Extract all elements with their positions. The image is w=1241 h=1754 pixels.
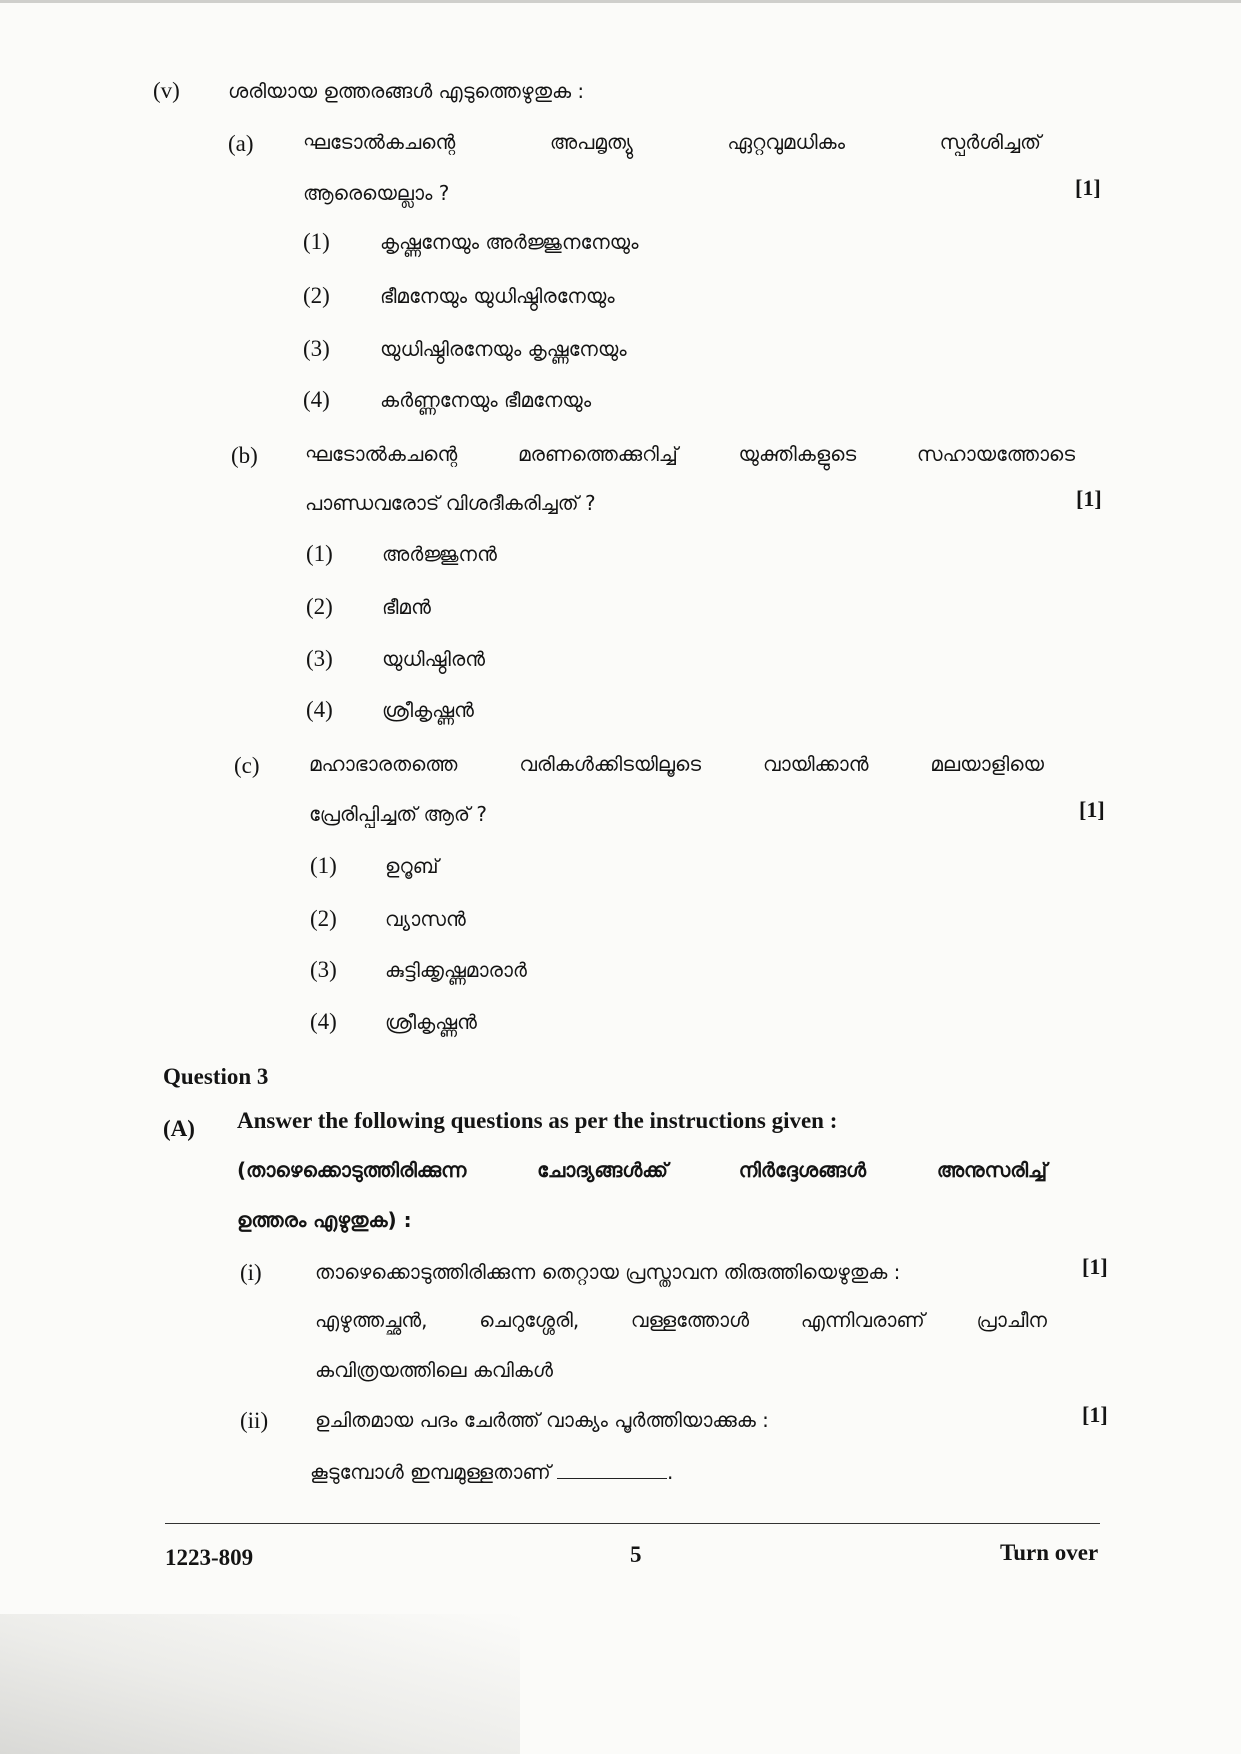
option-num: (3) [303,336,330,361]
word: അനുസരിച്ച് [936,1158,1047,1182]
option-num: (4) [306,697,333,722]
question-a-line2: ആരെയെല്ലാം ? [303,181,450,205]
option-num: (1) [303,229,330,254]
option-text: ഉറൂബ് [385,854,439,878]
item-ii-marks: [1] [1082,1402,1108,1427]
item-i-line3: കവിത്രയത്തിലെ കവികൾ [315,1358,553,1382]
question-b-label: (b) [231,443,258,468]
item-ii-prompt: ഉചിതമായ പദം ചേർത്ത് വാക്യം പൂർത്തിയാക്കുക : [315,1408,769,1432]
option-num: (2) [310,906,337,931]
item-i-marks: [1] [1082,1254,1108,1279]
word: സ്പർശിച്ചത് [939,130,1041,154]
option-text: ശ്രീകൃഷ്ണൻ [382,698,474,722]
question-b-line2: പാണ്ഡവരോട് വിശദീകരിച്ചത് ? [305,491,596,515]
word: മലയാളിയെ [930,752,1044,776]
option-text: ഭീമനേയും യുധിഷ്ഠിരനേയും [380,284,615,308]
option-num: (4) [303,387,330,412]
question-c-line1 [309,752,1044,776]
item-i-label: (i) [240,1260,262,1285]
section-v-label: (v) [153,78,180,103]
word: പ്രാചീന [976,1308,1047,1332]
turn-over-label: Turn over [1000,1540,1099,1565]
item-i-prompt: താഴെക്കൊടുത്തിരിക്കുന്ന തെറ്റായ പ്രസ്താവന തിരുത്തിയെഴുതുക : [315,1260,901,1284]
question-b-marks: [1] [1076,486,1102,511]
exam-code: 1223-809 [165,1545,254,1570]
word: മഹാഭാരതത്തെ [309,752,458,776]
word: (താഴെക്കൊടുത്തിരിക്കുന്ന [237,1158,467,1182]
option-text: ഭീമൻ [382,595,431,619]
word: ചോദ്യങ്ങൾക്ക് [537,1158,668,1182]
option-num: (4) [310,1009,337,1034]
word: വായിക്കാൻ [762,752,869,776]
word: ഏറ്റവുമധികം [727,130,845,154]
question-a-label: (a) [228,131,254,156]
answer-blank [557,1460,667,1479]
word: നിർദ്ദേശങ്ങൾ [738,1158,867,1182]
item-ii-line2 [310,1460,673,1484]
word: ഘടോൽകചന്റെ [303,130,456,154]
option-text: ശ്രീകൃഷ്ണൻ [385,1010,477,1034]
option-num: (1) [310,853,337,878]
option-num: (1) [306,541,333,566]
word: എന്നിവരാണ് [800,1308,925,1332]
part-a-instruction-ml-line1 [237,1158,1047,1182]
option-num: (3) [310,957,337,982]
option-num: (2) [306,594,333,619]
scan-edge-top [0,0,1241,3]
option-num: (3) [306,646,333,671]
option-text: കർണ്ണനേയും ഭീമനേയും [380,388,592,412]
word: ഘടോൽകചന്റെ [305,442,458,466]
word: അപമൃത്യു [549,130,633,154]
option-text: വ്യാസൻ [385,907,466,931]
option-text: കുട്ടിക്കൃഷ്ണമാരാർ [385,958,527,982]
scan-shadow [0,1614,520,1754]
word: മരണത്തെക്കുറിച്ച് [517,442,678,466]
sentence-end: . [667,1460,674,1484]
option-text: യുധിഷ്ഠിരൻ [382,647,486,671]
item-ii-label: (ii) [240,1408,269,1433]
question-a-line1 [303,130,1041,154]
option-text: കൃഷ്ണനേയും അർജ്ജുനനേയും [380,230,639,254]
page-number: 5 [630,1542,642,1567]
option-text: യുധിഷ്ഠിരനേയും കൃഷ്ണനേയും [380,337,627,361]
footer-divider [165,1523,1100,1524]
word: യുക്തികളുടെ [738,442,857,466]
word: ചെറുശ്ശേരി, [479,1308,580,1332]
part-a-instruction-ml-line2: ഉത്തരം എഴുതുക) : [237,1208,412,1232]
word: വരികൾക്കിടയിലൂടെ [519,752,702,776]
question-a-marks: [1] [1075,175,1101,200]
word: എഴുത്തച്ഛൻ, [315,1308,428,1332]
question-c-label: (c) [234,753,260,778]
word: വള്ളത്തോൾ [630,1308,750,1332]
part-a-label: (A) [163,1116,195,1141]
sentence-start: കൂടുമ്പോൾ ഇമ്പമുള്ളതാണ് [310,1460,551,1484]
option-num: (2) [303,283,330,308]
question-c-marks: [1] [1079,797,1105,822]
section-v-instruction: ശരിയായ ഉത്തരങ്ങൾ എടുത്തെഴുതുക : [228,79,585,103]
word: സഹായത്തോടെ [916,442,1075,466]
question-3-heading: Question 3 [163,1064,269,1089]
question-b-line1 [305,442,1075,466]
option-text: അർജ്ജുനൻ [382,542,497,566]
part-a-instruction-en: Answer the following questions as per the instructions given : [237,1108,838,1133]
item-i-line2 [315,1308,1047,1332]
question-c-line2: പ്രേരിപ്പിച്ചത് ആര് ? [309,802,488,826]
